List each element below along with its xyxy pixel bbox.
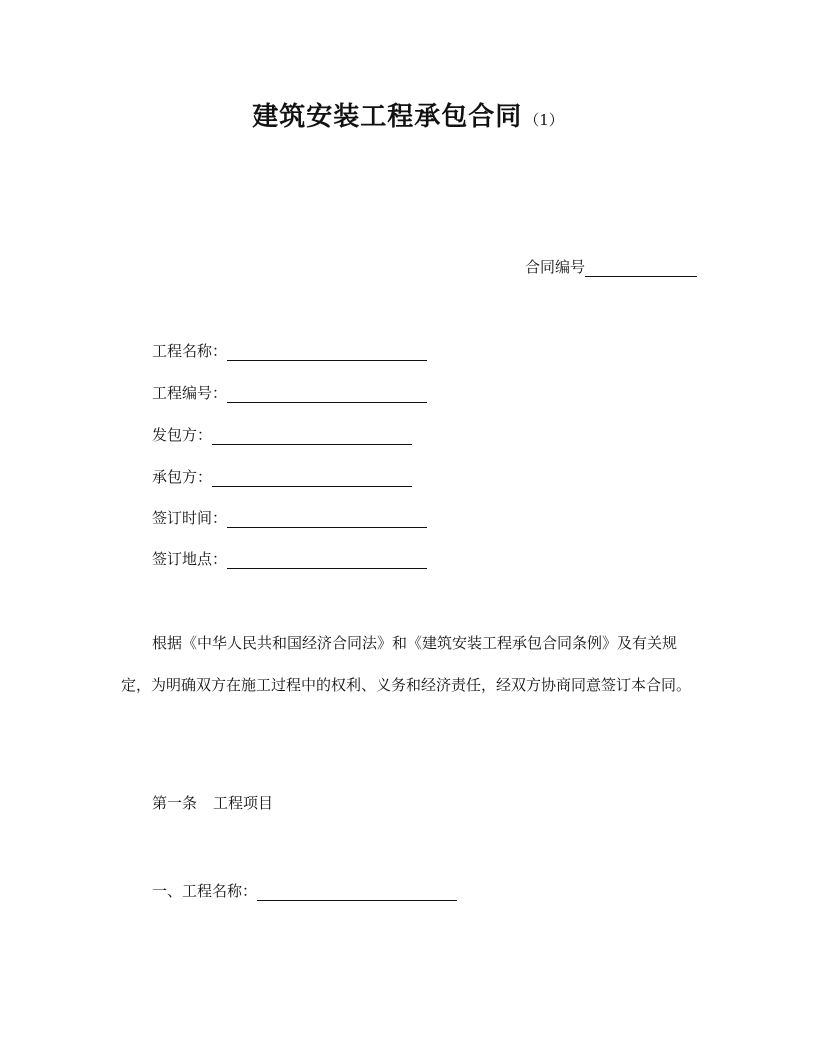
contract-number-blank[interactable] <box>585 260 697 277</box>
signing-place-label: 签订地点： <box>152 550 228 568</box>
signing-place-blank[interactable] <box>227 552 427 569</box>
signing-date-field <box>152 507 427 528</box>
document-title <box>0 96 816 133</box>
project-number-label: 工程编号： <box>152 384 228 402</box>
signing-date-blank[interactable] <box>227 511 427 528</box>
employer-label: 发包方： <box>152 426 213 444</box>
article-1-number: 第一条 <box>152 794 198 812</box>
project-name-blank[interactable] <box>227 344 427 361</box>
contractor-field <box>152 466 412 487</box>
item-1-project-name-blank[interactable] <box>257 884 457 901</box>
contractor-blank[interactable] <box>212 470 412 487</box>
contract-number-field <box>525 256 697 277</box>
title-main: 建筑安装工程承包合同 <box>252 102 523 132</box>
project-name-field <box>152 340 427 361</box>
title-suffix: （1） <box>524 111 564 129</box>
preamble-text: 根据《中华人民共和国经济合同法》和《建筑安装工程承包合同条例》及有关规定，为明确双方在施工过程中的权利、义务和经济责任，经双方协商同意签订本合同。 <box>121 634 692 694</box>
contract-number-label: 合同编号 <box>524 258 585 276</box>
item-1-label: 一、工程名称： <box>152 882 258 900</box>
article-1-title: 工程项目 <box>213 794 274 812</box>
employer-field <box>152 424 412 445</box>
contractor-label: 承包方： <box>152 468 213 486</box>
signing-date-label: 签订时间： <box>152 509 228 527</box>
signing-place-field <box>152 548 427 569</box>
employer-blank[interactable] <box>212 428 412 445</box>
project-number-blank[interactable] <box>227 386 427 403</box>
project-name-label: 工程名称： <box>152 342 228 360</box>
preamble-paragraph <box>121 622 701 706</box>
article-1-heading <box>152 792 273 813</box>
project-number-field <box>152 382 427 403</box>
item-1-project-name-field <box>152 880 457 901</box>
